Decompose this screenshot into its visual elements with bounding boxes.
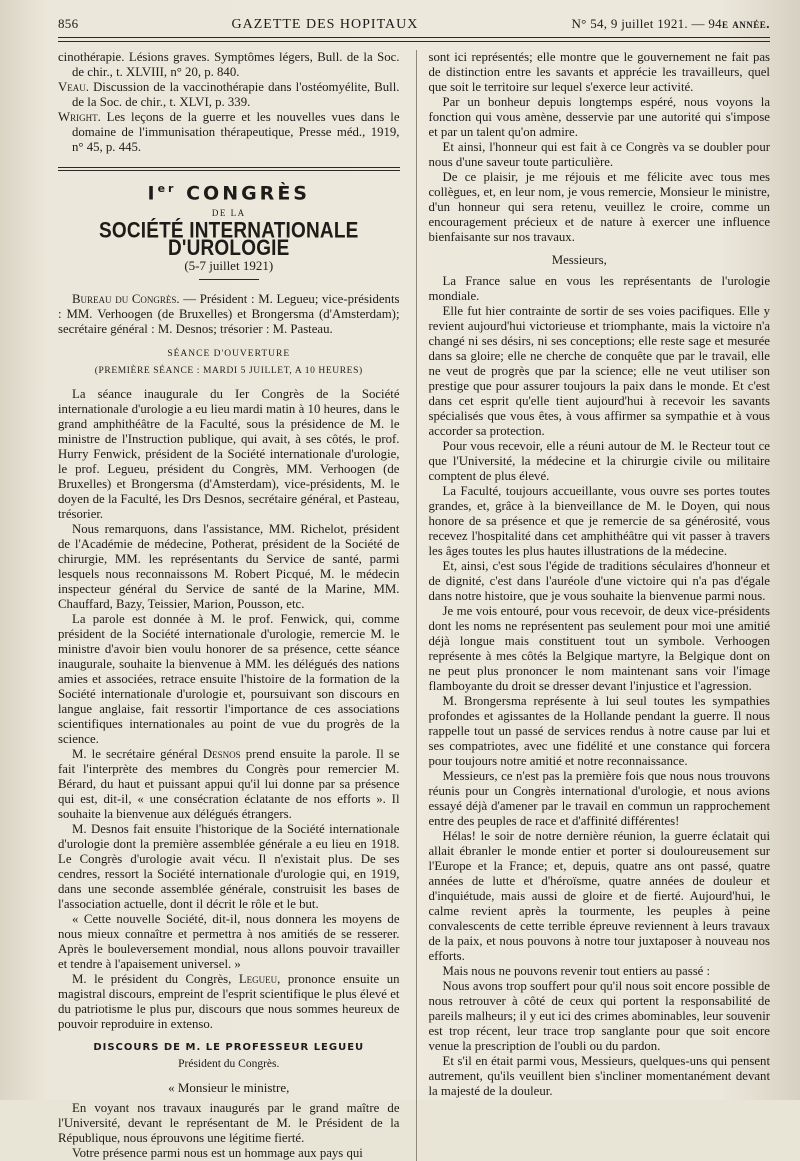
desnos-pre: M. le secrétaire général — [72, 747, 203, 762]
legueu-pre: M. le président du Congrès, — [72, 972, 239, 987]
paragraph: Hélas! le soir de notre dernière réunion, la guerre éclatait qui allait ébranler le monde entier et porter si douloureusement sur l'Europe et la France; et, depuis, quatre ans ont passé, quatre années de lutte et d'héroïsme, quatre années de douleur et d'inquiétude, mais aussi de gloire et de fierté. Aujourd'hui, le calme revient après la tourmente, les peuples à peine convalescents de cette terrible épreuve reviennent à leurs travaux de la paix, et nous pouvons à notre tour juxtaposer à nouveau nos efforts. — [428, 829, 770, 963]
seance-subheading: (PREMIÈRE SÉANCE : MARDI 5 JUILLET, A 10 HEURES) — [94, 366, 363, 377]
bureau-label: Bureau du Congrès. — [72, 292, 180, 307]
paragraph: Mais nous ne pouvons revenir tout entiers au passé : — [442, 964, 711, 978]
discours-subheading: Président du Congrès. — [178, 1058, 280, 1071]
left-column — [58, 50, 400, 1161]
paragraph: sont ici représentés; elle montre que le gouvernement ne fait pas de distinction entre les savants et apprécie les travailleurs, quel que soit le territoire sur lequel s'exerce leur activité. — [428, 50, 770, 94]
paragraph: Nous remarquons, dans l'assistance, MM. Richelot, président de l'Académie de médecine, Potherat, président de la Société de chirurgie, MM. les représentants du Service de santé, parmi lesquels nous reconnaissons M. Robert Picqué, M. le médecin inspecteur général du Service de santé de la Marine, MM. Chauffard, Bazy, Teissier, Marion, Pousson, etc. — [58, 522, 400, 612]
congress-dates: (5-7 juillet 1921) — [184, 258, 274, 274]
biblio-text: Les leçons de la guerre et les nouvelles vues dans le domaine de l'immunisation thérapeutique, Presse méd., 1919, n° 45, p. 445. — [72, 110, 400, 154]
paragraph: La France salue en vous les représentants de l'urologie mondiale. — [428, 274, 770, 303]
page-number: 856 — [58, 16, 79, 31]
congres-ordinal: er — [157, 182, 177, 195]
paragraph: Elle fut hier contrainte de sortir de ses voies pacifiques. Elle y revient aujourd'hui victorieuse et triomphante, mais la victoire n'a changé ni ses désirs, ni ses conceptions; elle reste sage et mesurée dans sa gloire; elle ne cherche de conquête que par le travail, elle ne veut de progrès que par la science; elle ne veut utiliser son prestige que pour assurer toujours la paix dans le monde. Et c'est dans cet esprit qu'elle tient aujourd'hui à recevoir les savants spécialisés que vous êtes, à vous affirmer sa sympathie et à vous accorder sa protection. — [428, 304, 770, 438]
biblio-author: Veau. — [58, 80, 89, 94]
paragraph: Et, ainsi, c'est sous l'égide de traditions séculaires d'honneur et de dignité, c'est dans l'auréole d'une victoire qui n'a pas d'égale dans notre histoire, que je vous souhaite la bienvenue parmi nous. — [428, 559, 770, 603]
biblio-text: Discussion de la vaccinothérapie dans l'ostéomyélite, Bull. de la Soc. de chir., t. XLVI, p. 339. — [72, 80, 400, 109]
bureau-paragraph — [58, 292, 400, 337]
paragraph: Nous avons trop souffert pour qu'il nous soit encore possible de nous retrouver à côté de ceux qui portent la responsabilité de pareils malheurs; il y eut ici des crimes abominables, leur souvenir est trop récent, leur trace trop sanglante pour que soit encore venue la prescription de l'oubli ou du pardon. — [428, 979, 771, 1053]
paragraph: Par un bonheur depuis longtemps espéré, nous voyons la fonction qui vous amène, desservie par une autorité qui s'impose et par un talent qu'on admire. — [428, 95, 770, 139]
biblio-author: Wright. — [58, 110, 101, 124]
legueu-paragraph — [58, 972, 400, 1032]
desnos-post: prend ensuite la parole. Il se fait l'interprète des membres du Congrès pour remercier M. Bérard, du haut et puissant appui qu'il lui donne par sa présence qui est, dit-il, « une consécration éclatante de nos efforts ». Il souhaite la bienvenue aux délégués étrangers. — [58, 747, 400, 822]
congres-heading — [58, 181, 400, 205]
journal-title: GAZETTE DES HOPITAUX — [231, 17, 419, 32]
legueu-post: , prononce ensuite un magistral discours, empreint de l'esprit scientifique le plus élevé et du patriotisme le plus pur, discours que nous sommes heureux de pouvoir reproduire in extenso. — [58, 972, 400, 1032]
paragraph: Je me vois entouré, pour vous recevoir, de deux vice-présidents dont les noms ne représentent pas seulement pour moi une amitié déjà longue mais constituent tout un symbole. Verhoogen représente à mes côtés la Belgique martyre, la Belgique dont on ne peut plus prononcer le nom maintenant sans voir l'image flamboyante du droit se dresser devant l'injustice et l'agression. — [428, 604, 770, 693]
paragraph: De ce plaisir, je me réjouis et me félicite avec tous mes collègues, et, en leur nom, je vous remercie, Monsieur le ministre, d'un honneur qui sera retenu, veuillez le croire, comme un encouragement précieux et de nature à exercer une influence bienfaisante sur nos travaux. — [428, 170, 770, 244]
messieurs-salutation: Messieurs, — [551, 253, 607, 267]
paragraph: La parole est donnée à M. le prof. Fenwick, qui, comme président de la Société internationale d'urologie, remercie M. le ministre d'avoir bien voulu honorer de sa présence, cette séance inaugurale, souhaite la bienvenue à MM. les délégués des nations amies et associées, retrace ensuite l'histoire de la formation de la Société internationale d'urologie et, poursuivant son discours en langue anglaise, fait ressortir l'importance de ces associations scientifiques internationales au point de vue du progrès de la science. — [58, 612, 400, 747]
paragraph: Votre présence parmi nous est un hommage aux pays qui — [72, 1146, 363, 1161]
seance-heading: SÉANCE D'OUVERTURE — [167, 349, 291, 360]
paragraph: Pour vous recevoir, elle a réuni autour de M. le Recteur tout ce que l'Université, la médecine et la chirurgie civile ou militaire comptent de plus élevé. — [428, 439, 770, 483]
speech-salutation: « Monsieur le ministre, — [168, 1080, 290, 1096]
congres-word: CONGRÈS — [186, 182, 310, 205]
biblio-entry — [58, 110, 400, 155]
issue-info — [571, 16, 770, 32]
de-la-label: DE LA — [211, 208, 246, 219]
paragraph: M. Brongersma représente à lui seul toutes les sympathies profondes et agissantes de la Hollande pendant la guerre. Il nous rappelle tout un passé de services rendus à notre cause par lui et ses compatriotes, avec une fidélité et une constance qui forcera pour toujours notre amitié et notre reconnaissance. — [428, 694, 770, 768]
paragraph: Messieurs, ce n'est pas la première fois que nous nous trouvons réunis pour un Congrès international d'urologie, et nous avions essayé déjà d'amener par le travail en commun un rapprochement entre des peuples de race et d'affinité différentes! — [428, 769, 770, 828]
header-rule — [58, 41, 770, 42]
paragraph: En voyant nos travaux inaugurés par le grand maître de l'Université, devant le représentant de M. le Président de la République, nous éprouvons une légitime fierté. — [58, 1101, 400, 1146]
paragraph: Et ainsi, l'honneur qui est fait à ce Congrès va se doubler pour nous d'une saveur toute particulière. — [428, 140, 770, 169]
biblio-entry — [58, 50, 400, 80]
issue-year: e année. — [721, 16, 770, 31]
running-head — [58, 16, 770, 38]
paragraph: « Cette nouvelle Société, dit-il, nous donnera les moyens de nous mieux connaître et permettra à nos amitiés de se resserer. Après le bouleversement mondial, nous allons pouvoir travailler et tendre à l'apaisement universel. » — [58, 912, 400, 972]
paragraph: La Faculté, toujours accueillante, vous ouvre ses portes toutes grandes, et, grâce à la bienveillance de M. le Doyen, qui nous honore de sa présence et que je remercie de sa générosité, vous recevez l'hospitalité dans cet amphithéâtre qui vit passer à travers les âges toutes les plus hautes illustrations de la médecine. — [428, 484, 770, 558]
paragraph: M. Desnos fait ensuite l'historique de la Société internationale d'urologie dont la première assemblée générale a eu lieu en 1918. Le Congrès d'urologie avait vécu. Il n'existait plus. De ses cendres, ressort la Société internationale d'urologie qui, en 1919, dans une seconde assemblée générale, construisit les bases de l'association actuelle, dont il décrit le rôle et le but. — [58, 822, 400, 912]
desnos-name: Desnos — [202, 747, 241, 762]
biblio-text: cinothérapie. Lésions graves. Symptômes légers, Bull. de la Soc. de chir., t. XLVIII, n° 20, p. 840. — [58, 50, 400, 79]
congres-number: I — [147, 182, 158, 205]
legueu-name: Legueu — [238, 972, 278, 987]
section-divider — [58, 167, 400, 171]
desnos-paragraph — [58, 747, 400, 822]
discours-heading: DISCOURS DE M. LE PROFESSEUR LEGUEU — [93, 1042, 365, 1054]
columns — [58, 50, 770, 1161]
issue-date: N° 54, 9 juillet 1921. — 94 — [571, 16, 722, 31]
paragraph: Et s'il en était parmi vous, Messieurs, quelques-uns qui pensent autrement, qu'ils veuillent bien s'incliner momentanément devant la majesté de la douleur. — [428, 1054, 770, 1098]
right-column — [416, 50, 771, 1161]
biblio-entry — [58, 80, 400, 110]
bureau-text: — Président : M. Legueu; vice-présidents : MM. Verhoogen (de Bruxelles) et Brongersma (d'Amsterdam); secrétaire général : M. Desnos; trésorier : M. Pasteau. — [58, 292, 400, 337]
society-title: SOCIÉTÉ INTERNATIONALE D'UROLOGIE — [99, 219, 359, 262]
title-rule — [199, 279, 259, 280]
paragraph: La séance inaugurale du Ier Congrès de la Société internationale d'urologie a eu lieu mardi matin à 10 heures, dans le grand amphithéâtre de la Faculté, sous la présidence de M. le ministre de l'Instruction publique, qui avait, à ses côtés, le prof. Hurry Fenwick, président de la Société internationale d'urologie, le prof. Legueu, président du Congrès, MM. Verhoogen (de Bruxelles) et Brongersma (d'Amsterdam), vice-présidents, M. le doyen de la Faculté, les Drs Desnos, secrétaire général, et Pasteau, trésorier. — [58, 387, 400, 522]
